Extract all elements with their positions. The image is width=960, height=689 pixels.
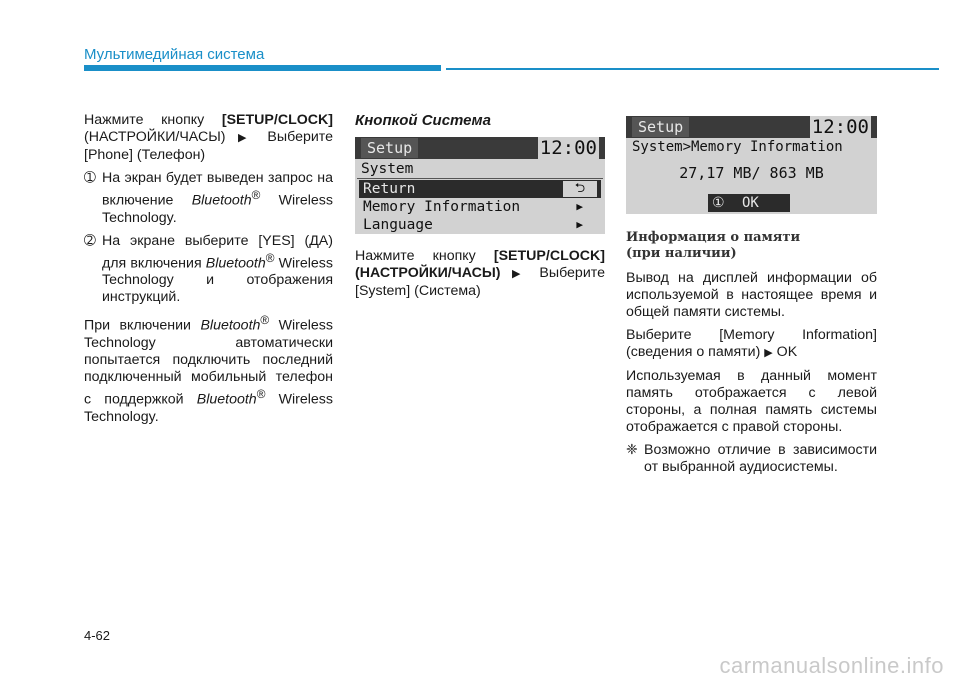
screen-title: System <box>357 160 603 179</box>
key-setup-clock: [SETUP/CLOCK] <box>221 112 333 128</box>
header-rule-thin <box>446 68 939 70</box>
column-memory <box>626 230 877 482</box>
screen-title: System>Memory Information <box>632 139 843 155</box>
memory-value: 27,17 MB/ 863 MB <box>679 164 824 182</box>
clock: 12:00 <box>811 116 869 138</box>
arrow-icon: ▶ <box>237 132 255 144</box>
menu-item-return[interactable]: Return ⮌ <box>359 180 601 198</box>
clock: 12:00 <box>539 137 597 159</box>
arrow-icon: ▶ <box>511 268 528 280</box>
chevron-right-icon: ▶ <box>576 218 583 231</box>
note: ❈ Возможно отличие в зависимости от выбранной аудиосистемы. <box>626 442 877 475</box>
step-1: ➀ На экран будет выведен запрос на включение Bluetooth® Wireless Technology. <box>84 170 333 226</box>
system-screen <box>355 137 605 234</box>
page-number: 4-62 <box>84 628 111 643</box>
setup-tab: Setup <box>361 138 418 158</box>
system-text: Нажмите кнопку [SETUP/CLOCK] (НАСТРОЙКИ/ЧАСЫ) ▶ Выберите [System] (Система) <box>355 248 605 299</box>
back-icon: ⮌ <box>563 181 597 197</box>
header-rule-thick <box>84 65 441 71</box>
auto-connect-paragraph: При включении Bluetooth® Wireless Technology автоматически попытается подключить последний подключенный мобильный телефон с поддержкой Bluetooth® Wireless Technology. <box>84 313 333 425</box>
watermark: carmanualsonline.info <box>719 653 944 678</box>
step-2: ➁ На экране выберите [YES] (ДА) для включения Bluetooth® Wireless Technology и отображения инструкций. <box>84 232 333 306</box>
memory-p2: Выберите [Memory Information] (сведения о памяти) ▶ OK <box>626 327 877 360</box>
column-phone <box>84 112 333 432</box>
memory-subheading: Информация о памяти (при наличии) <box>626 230 801 261</box>
menu-item-language[interactable]: Language ▶ <box>363 217 583 233</box>
note-mark-icon: ❈ <box>626 442 638 458</box>
memory-p3: Используемая в данный момент память отображается с левой стороны, а полная память системы отображается с правой стороны. <box>626 368 877 435</box>
ok-button[interactable] <box>708 194 790 212</box>
step-1-number: ➀ <box>84 170 96 186</box>
intro-paragraph: Нажмите кнопку [SETUP/CLOCK] (НАСТРОЙКИ/ЧАСЫ) ▶ Выберите [Phone] (Телефон) <box>84 112 333 163</box>
memory-screen <box>626 116 877 214</box>
chevron-right-icon: ▶ <box>576 200 583 213</box>
step-2-number: ➁ <box>84 232 96 249</box>
ok-number: ① <box>712 195 725 211</box>
arrow-icon: ▶ <box>764 347 773 359</box>
section-title: Мультимедийная система <box>84 46 265 63</box>
key-setup-clock: [SETUP/CLOCK] (НАСТРОЙКИ/ЧАСЫ) <box>355 248 605 281</box>
system-heading: Кнопкой Система <box>355 112 491 129</box>
setup-tab: Setup <box>632 117 689 137</box>
column-system <box>355 112 605 139</box>
memory-p1: Вывод на дисплей информации об используемой в настоящее время и общей памяти системы. <box>626 270 877 320</box>
menu-item-memory-information[interactable]: Memory Information ▶ <box>363 199 583 215</box>
ok-label: OK <box>742 195 759 211</box>
